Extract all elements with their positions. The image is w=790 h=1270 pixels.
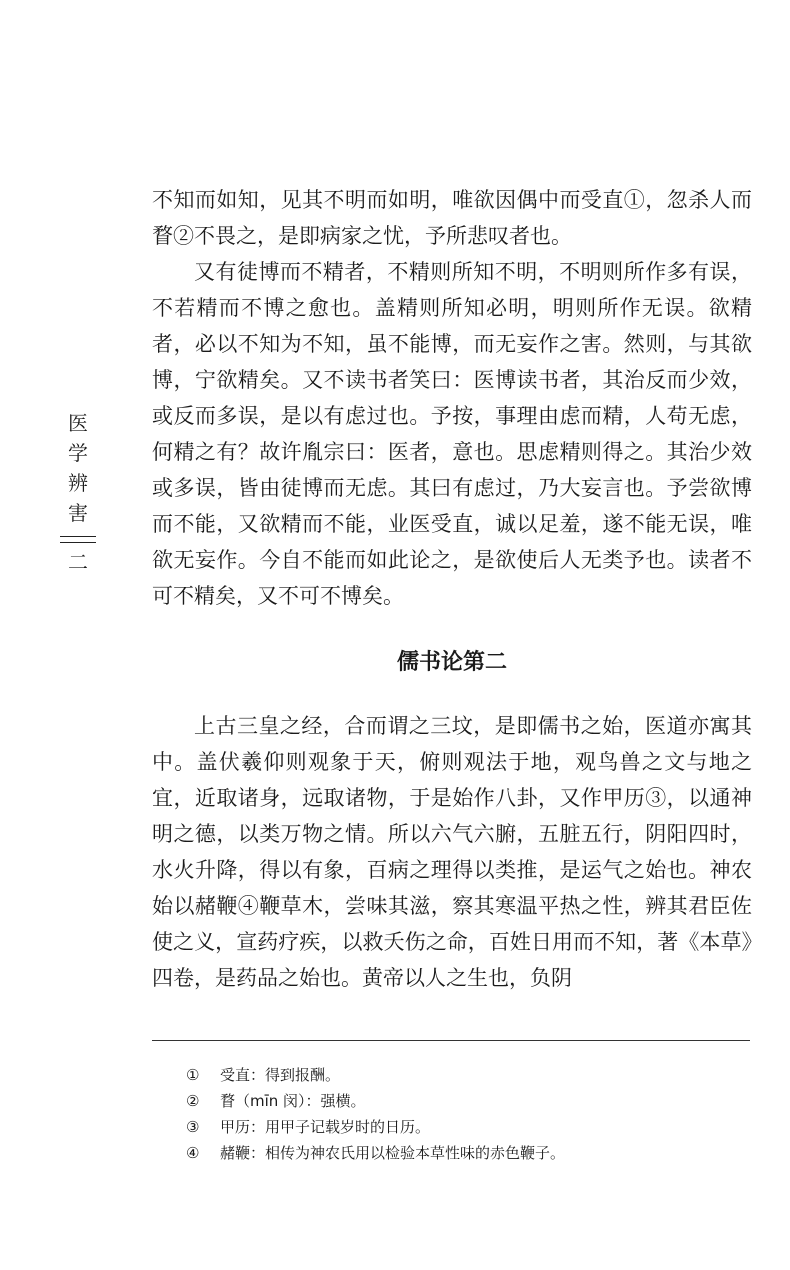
running-head xyxy=(58,408,98,577)
footnote-separator xyxy=(152,1040,750,1041)
section-heading: 儒书论第二 xyxy=(396,650,507,675)
paragraph-1: 不知而如知，见其不明而如明，唯欲因偶中而受直①，忽杀人而瞀②不畏之，是即病家之忧，予所悲叹者也。 xyxy=(152,188,752,248)
footnote-text: 瞀（mīn 闵）：强横。 xyxy=(220,1092,366,1110)
running-head-rule xyxy=(60,536,96,543)
footnote xyxy=(186,1140,746,1166)
footnote-text: 赭鞭：相传为神农氏用以检验本草性味的赤色鞭子。 xyxy=(220,1144,566,1162)
footnote-mark: ② xyxy=(186,1092,200,1110)
running-head-char: 辨 xyxy=(68,471,88,495)
footnote xyxy=(186,1114,746,1140)
main-text xyxy=(152,182,752,996)
footnote-text: 甲历：用甲子记载岁时的日历。 xyxy=(220,1118,431,1136)
footnotes xyxy=(186,1062,746,1166)
footnote xyxy=(186,1062,746,1088)
running-head-char: 医 xyxy=(68,411,88,435)
footnote xyxy=(186,1088,746,1114)
footnote-mark: ③ xyxy=(186,1118,200,1136)
footnote-mark: ④ xyxy=(186,1144,200,1162)
running-head-char: 害 xyxy=(68,501,88,525)
paragraph-3: 上古三皇之经，合而谓之三坟，是即儒书之始，医道亦寓其中。盖伏羲仰则观象于天，俯则观法于地，观鸟兽之文与地之宜，近取诸身，远取诸物，于是始作八卦，又作甲历③，以通神明之德，以类万物之情。所以六气六腑，五脏五行，阴阳四时，水火升降，得以有象，百病之理得以类推，是运气之始也。神农始以赭鞭④鞭草木，尝味其滋，察其寒温平热之性，辨其君臣佐使之义，宣药疗疾，以救夭伤之命，百姓日用而不知，著《本草》四卷，是药品之始也。黄帝以人之生也，负阴 xyxy=(152,714,752,990)
footnote-mark: ① xyxy=(186,1066,200,1084)
running-head-char: 学 xyxy=(68,441,88,465)
footnote-text: 受直：得到报酬。 xyxy=(220,1066,341,1084)
page-number: 二 xyxy=(68,550,88,574)
paragraph-2: 又有徒博而不精者，不精则所知不明，不明则所作多有误，不若精而不博之愈也。盖精则所知必明，明则所作无误。欲精者，必以不知为不知，虽不能博，而无妄作之害。然则，与其欲博，宁欲精矣。又不读书者笑曰：医博读书者，其治反而少效，或反而多误，是以有虑过也。予按，事理由虑而精，人苟无虑，何精之有？故许胤宗曰：医者，意也。思虑精则得之。其治少效或多误，皆由徒博而无虑。其曰有虑过，乃大妄言也。予尝欲博而不能，又欲精而不能，业医受直，诚以足羞，遂不能无误，唯欲无妄作。今自不能而如此论之，是欲使后人无类予也。读者不可不精矣，又不可不博矣。 xyxy=(152,260,752,608)
